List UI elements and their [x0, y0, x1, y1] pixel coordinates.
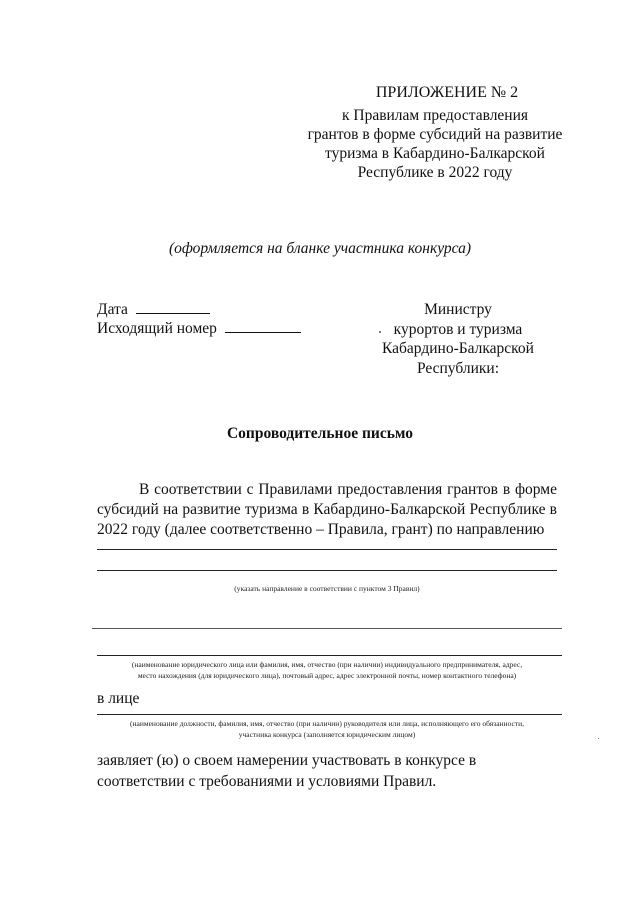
person-caption-line-2: участника конкурса (заполняется юридическим лицом): [238, 730, 416, 739]
addressee-line-1: Министру: [424, 301, 492, 318]
appendix-header: [300, 83, 570, 182]
outgoing-number-row: [97, 319, 301, 338]
appendix-line-1: к Правилам предоставления: [341, 107, 529, 124]
entity-fill-line-2: [97, 655, 562, 656]
person-caption: [82, 718, 572, 740]
date-label: Дата: [97, 301, 128, 318]
direction-caption: (указать направление в соответствии с пунктом 3 Правил): [234, 584, 420, 593]
entity-caption-line-1: (наименование юридического лица или фамилия, имя, отчество (при наличии) индивидуального предпринимателя, адрес,: [131, 660, 523, 669]
appendix-line-3: туризма в Кабардино-Балкарской: [325, 145, 545, 162]
letter-meta: [97, 300, 301, 338]
letter-title: Сопроводительное письмо: [226, 425, 414, 442]
entity-caption: [82, 659, 572, 681]
entity-caption-line-2: место нахождения (для юридического лица), почтовый адрес, адрес электронной почты, номер контактного телефона): [137, 671, 517, 680]
person-caption-line-1: (наименование должности, фамилия, имя, отчество (при наличии) руководителя или лица, исполняющего его обязанности,: [130, 719, 524, 728]
outgoing-number-blank: [225, 320, 301, 333]
appendix-title: ПРИЛОЖЕНИЕ № 2: [375, 84, 519, 101]
addressee-line-4: Республики:: [416, 359, 500, 377]
scan-speck: [379, 331, 381, 333]
in-person-label: в лице: [97, 690, 140, 707]
outgoing-number-label: Исходящий номер: [97, 320, 217, 337]
direction-fill-line-2: [97, 570, 557, 571]
letterhead-note: (оформляется на бланке участника конкурса): [168, 240, 472, 257]
appendix-line-2: грантов в форме субсидий на развитие: [307, 126, 563, 143]
date-row: [97, 300, 301, 319]
direction-fill-line-1: [97, 549, 557, 550]
addressee-line-2: курортов и туризма: [393, 320, 523, 338]
scan-speck-2: [598, 738, 599, 739]
appendix-line-4: Республике в 2022 году: [357, 164, 513, 181]
addressee-line-3: Кабардино-Балкарской: [382, 340, 534, 357]
addressee-block: [368, 300, 548, 378]
person-fill-line: [97, 714, 562, 715]
date-blank: [136, 301, 210, 314]
entity-fill-line-1: [92, 628, 562, 629]
body-paragraph: В соответствии с Правилами предоставления грантов в форме субсидий на развитие туризма в Кабардино-Балкарской Республике в 2022 году (далее соответственно – Правила, грант) по направлению: [97, 481, 557, 538]
closing-paragraph: заявляет (ю) о своем намерении участвовать в конкурсе в соответствии с требованиями и условиями Правил.: [97, 752, 477, 790]
